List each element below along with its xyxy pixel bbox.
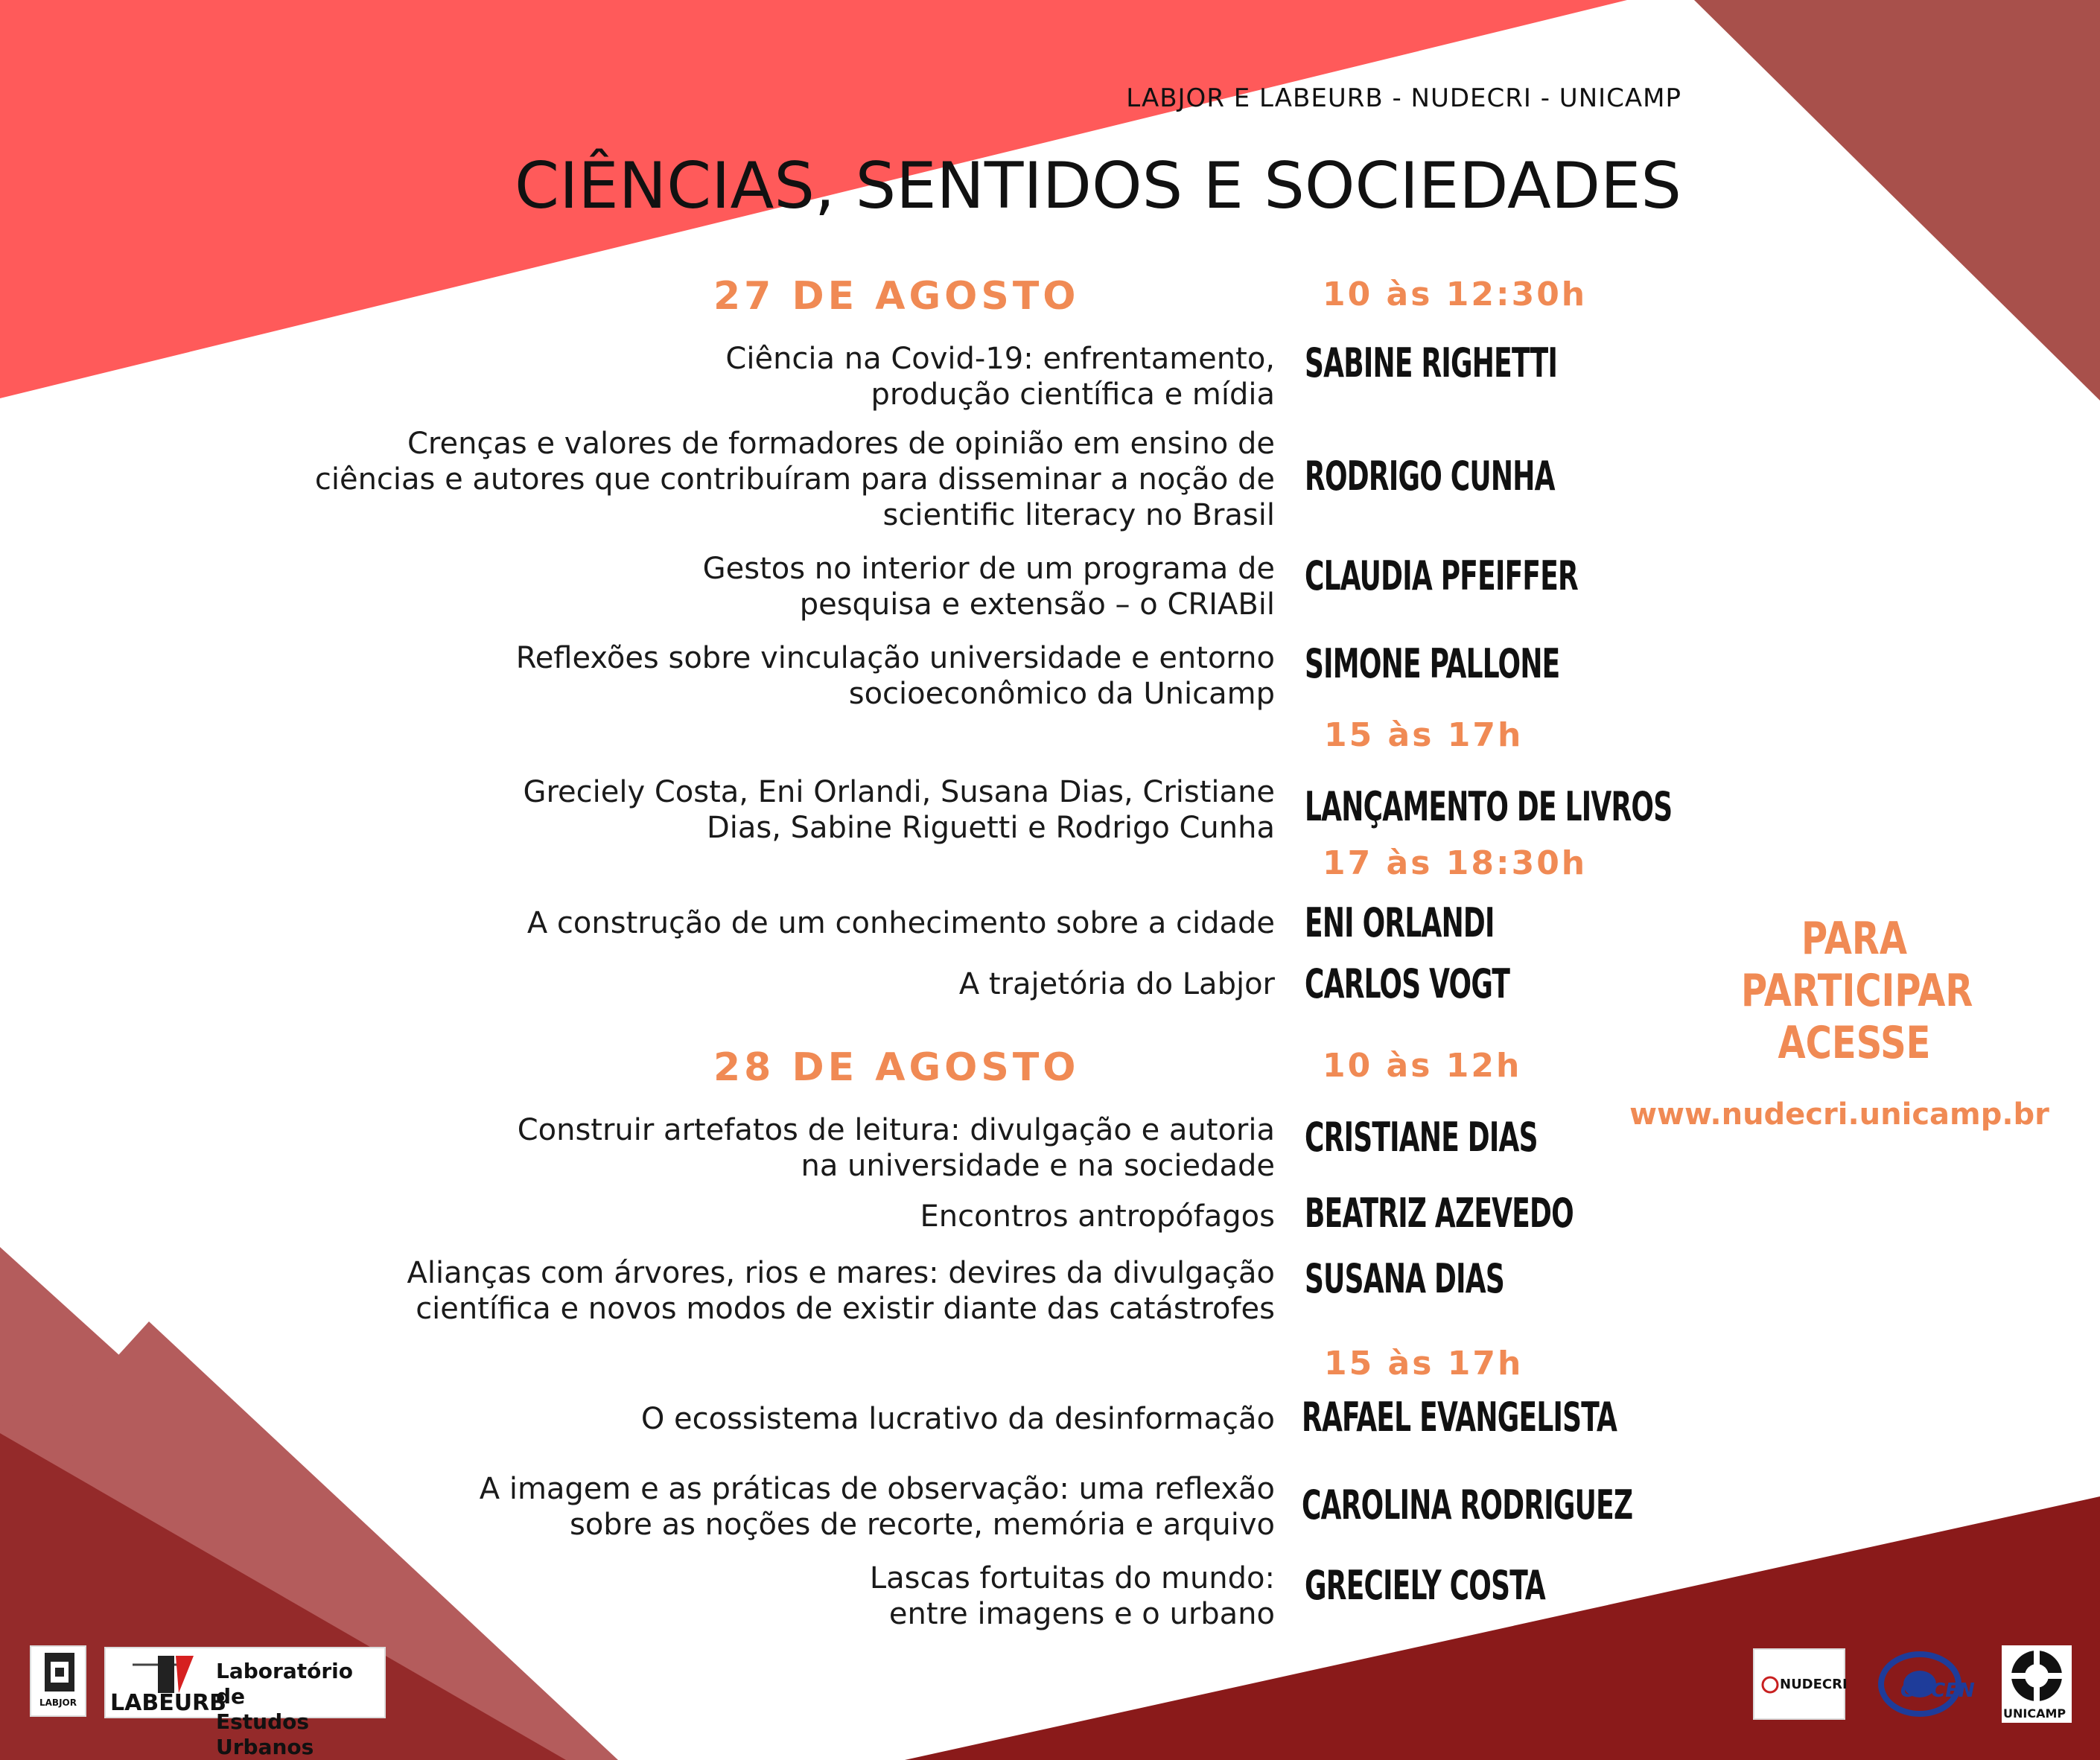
talk-topic: Crenças e valores de formadores de opinião em ensino de ciências e autores que contribuíram para disseminar a noção de scientific literacy no Brasil: [314, 427, 1275, 532]
talk-topic: Ciência na Covid-19: enfrentamento, produção científica e mídia: [725, 342, 1275, 412]
labjor-logo-mark: [34, 1650, 83, 1694]
day1-session1-time: 10 às 12:30h: [1323, 275, 1588, 313]
talk-topic: A imagem e as práticas de observação: uma reflexão sobre as noções de recorte, memória e arquivo: [479, 1472, 1275, 1542]
cta-line: ACESSE: [1778, 1017, 1931, 1069]
talk-speaker: RAFAEL EVANGELISTA: [1302, 1394, 1617, 1441]
talk-speaker: LANÇAMENTO DE LIVROS: [1305, 783, 1673, 830]
talk-speaker: SIMONE PALLONE: [1305, 640, 1560, 687]
nudecri-logo-text: NUDECRI: [1780, 1677, 1848, 1692]
nudecri-logo-mark: [1760, 1675, 1780, 1694]
labjor-logo: [30, 1645, 86, 1717]
nudecri-logo: [1753, 1648, 1848, 1720]
talk-topic: O ecossistema lucrativo da desinformação: [640, 1402, 1275, 1436]
event-organizers: LABJOR E LABEURB - NUDECRI - UNICAMP: [1126, 83, 1681, 113]
cta-line: PARTICIPAR: [1741, 965, 1973, 1017]
talk-speaker: BEATRIZ AZEVEDO: [1305, 1190, 1574, 1237]
cta-line: PARA: [1801, 913, 1908, 965]
day1-date: 27 DE AGOSTO: [713, 274, 1080, 319]
talk-speaker: CRISTIANE DIAS: [1305, 1114, 1538, 1161]
page-title: CIÊNCIAS, SENTIDOS E SOCIEDADES: [515, 149, 1681, 223]
cta-heading: [1741, 913, 1973, 1069]
day2-date: 28 DE AGOSTO: [713, 1045, 1080, 1090]
talk-speaker: CLAUDIA PFEIFFER: [1305, 552, 1579, 599]
bg-top-right-triangle: [1694, 0, 2100, 401]
cocen-logo-text: COCEN: [1900, 1680, 1975, 1702]
unicamp-logo-mark: [2008, 1648, 2066, 1703]
talk-speaker: GRECIELY COSTA: [1305, 1562, 1545, 1609]
talk-speaker: CARLOS VOGT: [1305, 960, 1510, 1007]
talk-topic: Reflexões sobre vinculação universidade e entorno socioeconômico da Unicamp: [515, 641, 1275, 711]
unicamp-logo: [2002, 1645, 2072, 1723]
day1-session2-time: 15 às 17h: [1324, 716, 1524, 754]
talk-topic: Encontros antropófagos: [920, 1199, 1275, 1234]
talk-speaker: RODRIGO CUNHA: [1305, 453, 1555, 500]
labeurb-logo-desc: [216, 1659, 384, 1760]
talk-topic: A trajetória do Labjor: [958, 967, 1275, 1001]
talk-topic: Alianças com árvores, rios e mares: devires da divulgação científica e novos modos de existir diante das catástrofes: [407, 1256, 1275, 1326]
labeurb-logo: [104, 1647, 386, 1759]
talk-topic: A construção de um conhecimento sobre a cidade: [526, 906, 1275, 940]
talk-speaker: SABINE RIGHETTI: [1305, 339, 1558, 386]
day1-session3-time: 17 às 18:30h: [1323, 844, 1588, 882]
labeurb-desc-line: Laboratório de: [216, 1659, 353, 1709]
day2-session2-time: 15 às 17h: [1324, 1345, 1524, 1383]
talk-speaker: SUSANA DIAS: [1305, 1255, 1505, 1302]
talk-topic: Gestos no interior de um programa de pesquisa e extensão – o CRIABil: [702, 552, 1275, 622]
unicamp-logo-text: UNICAMP: [2003, 1706, 2066, 1721]
labeurb-desc-line: Estudos Urbanos: [216, 1709, 314, 1759]
talk-speaker: ENI ORLANDI: [1305, 899, 1495, 946]
website-link[interactable]: www.nudecri.unicamp.br: [1629, 1097, 2049, 1132]
day2-session1-time: 10 às 12h: [1323, 1047, 1522, 1085]
labeurb-logo-name: LABEURB: [110, 1690, 227, 1716]
talk-topic: Construir artefatos de leitura: divulgação e autoria na universidade e na sociedade: [517, 1113, 1275, 1183]
talk-topic: Greciely Costa, Eni Orlandi, Susana Dias, Cristiane Dias, Sabine Riguetti e Rodrigo Cunha: [523, 775, 1275, 845]
talk-speaker: CAROLINA RODRIGUEZ: [1302, 1482, 1633, 1528]
talk-topic: Lascas fortuitas do mundo: entre imagens e o urbano: [869, 1561, 1275, 1631]
cocen-logo: [1874, 1645, 1979, 1723]
labjor-logo-text: LABJOR: [39, 1697, 77, 1708]
